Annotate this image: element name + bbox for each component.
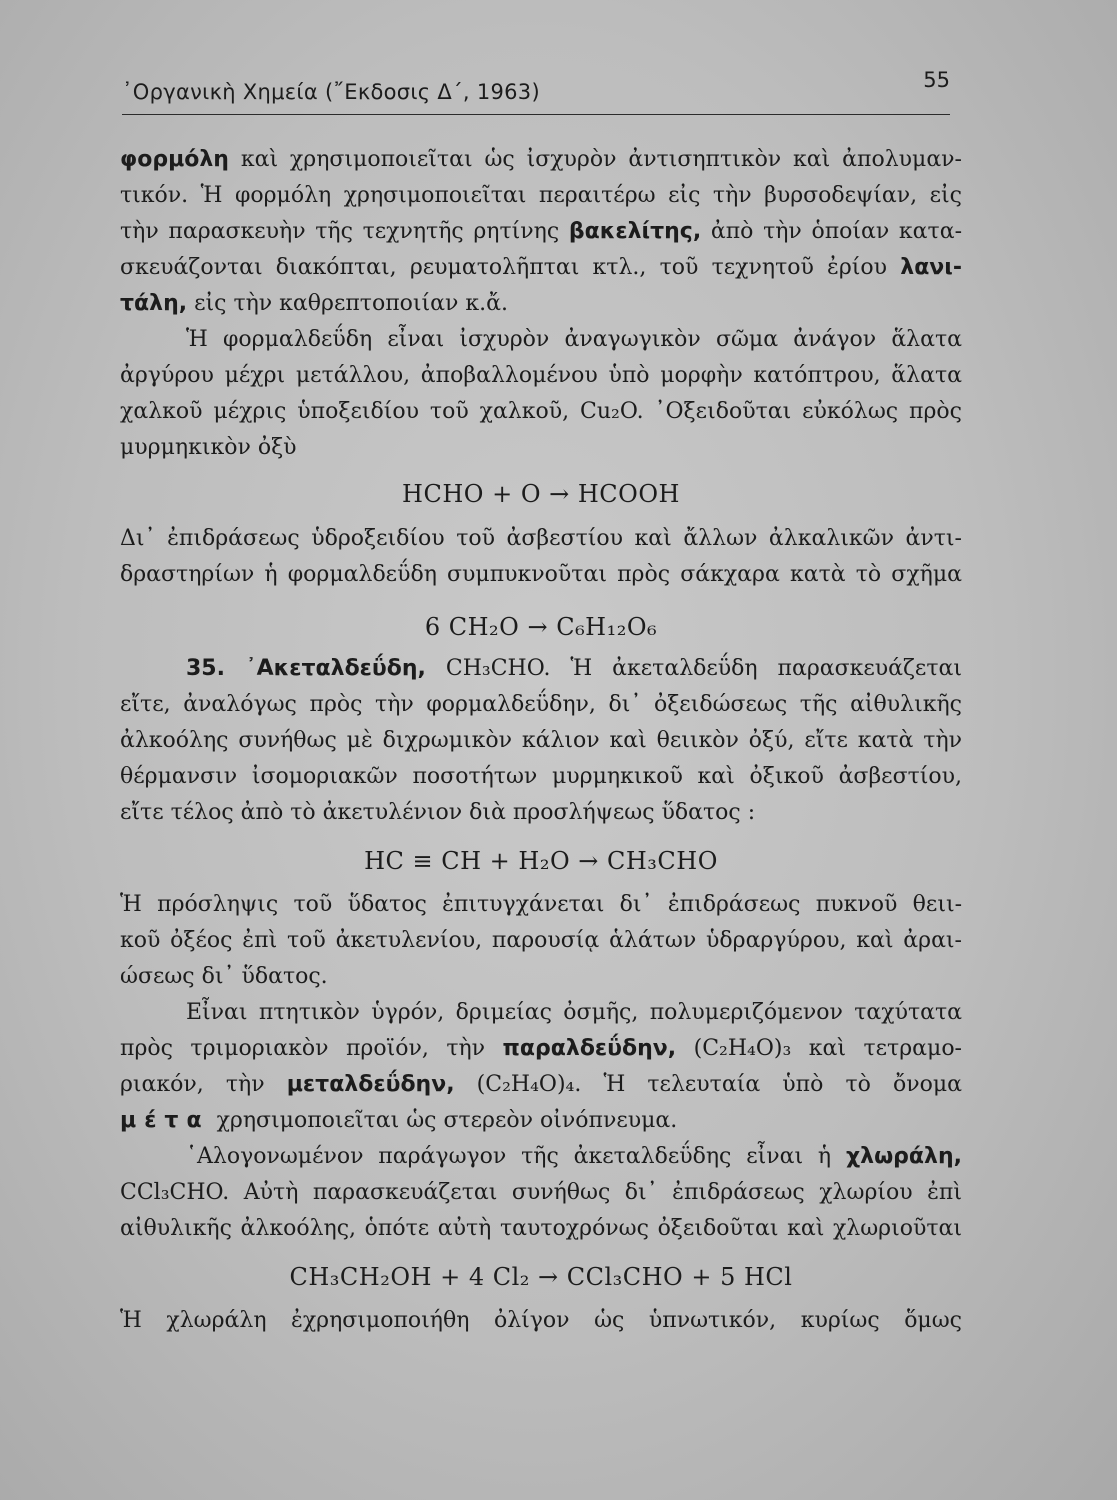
page-number: 55 xyxy=(923,68,950,92)
text-line: τάλη, εἰς τὴν καθρεπτοποιίαν κ.ἄ. xyxy=(120,291,508,316)
text-line: ώσεως δι᾿ ὕδατος. xyxy=(120,964,328,989)
paragraph-properties xyxy=(120,995,962,1139)
term-lanital: λανι- xyxy=(900,255,962,280)
text-line: ἀργύρου μέχρι μετάλλου, ἀποβαλλομένου ὑπὸ μορφὴν κατόπτρου, ἅλατα xyxy=(120,363,962,388)
text-line: χαλκοῦ μέχρις ὑποξειδίου τοῦ χαλκοῦ, Cu₂O. ᾿Οξειδοῦται εὐκόλως πρὸς xyxy=(120,399,962,424)
text-line: εἴτε τέλος ἀπὸ τὸ ἀκετυλένιον διὰ προσλήψεως ὕδατος : xyxy=(120,800,756,825)
paragraph-chloral xyxy=(120,1139,962,1247)
term-bakelite: βακελίτης, xyxy=(568,219,702,244)
section-heading-line: 35. ᾿Ακεταλδεΰδη, CH₃CHO. Ἡ ἀκεταλδεΰδη παρασκευάζεται xyxy=(186,656,962,681)
equation-chloral: CH₃CH₂OH + 4 Cl₂ → CCl₃CHO + 5 HCl xyxy=(289,1263,793,1291)
section-35-acetaldehyde xyxy=(120,651,962,831)
equation-hydration: HC ≡ CH + H₂O → CH₃CHO xyxy=(364,847,718,875)
paragraph-formol-uses xyxy=(120,142,962,322)
term-chloral: χλωράλη, xyxy=(845,1144,962,1169)
header-rule xyxy=(122,114,950,115)
text-line: Δι᾿ ἐπιδράσεως ὑδροξειδίου τοῦ ἀσβεστίου καὶ ἄλλων ἀλκαλικῶν ἀντι- xyxy=(120,526,962,551)
page-body xyxy=(120,142,962,1339)
section-number: 35. xyxy=(186,656,225,681)
paragraph-reducing-agent xyxy=(120,322,962,466)
text-line: σκευάζονται διακόπται, ρευματολῆπται κτλ., τοῦ τεχνητοῦ ἐρίου λανι- xyxy=(120,255,962,280)
term-paraldehyde: παραλδεΰδην, xyxy=(502,1036,677,1061)
text-line: αἰθυλικῆς ἀλκοόλης, ὁπότε αὐτὴ ταυτοχρόνως ὀξειδοῦται καὶ χλωριοῦται xyxy=(120,1216,962,1241)
text-line: Εἶναι πτητικὸν ὑγρόν, δριμείας ὀσμῆς, πολυμεριζόμενον ταχύτατα xyxy=(186,1000,962,1025)
term-formol: φορμόλη xyxy=(120,147,229,172)
term-metaldehyde: μεταλδεΰδην, xyxy=(286,1072,455,1097)
text-line: τικόν. Ἡ φορμόλη χρησιμοποιεῖται περαιτέρω εἰς τὴν βυρσοδεψίαν, εἰς xyxy=(120,183,962,208)
text-line: μυρμηκικὸν ὀξὺ xyxy=(120,435,297,460)
running-title: ᾿Οργανικὴ Χημεία (῎Εκδοσις Δ΄, 1963) xyxy=(122,80,540,104)
paragraph-condensation xyxy=(120,521,962,593)
text-line: εἴτε, ἀναλόγως πρὸς τὴν φορμαλδεΰδην, δι᾿ ὀξειδώσεως τῆς αἰθυλικῆς xyxy=(120,692,962,717)
section-title: ᾿Ακεταλδεΰδη, xyxy=(224,656,426,681)
paragraph-chloral-use xyxy=(120,1303,962,1339)
text-line: θέρμανσιν ἰσομοριακῶν ποσοτήτων μυρμηκικοῦ καὶ ὀξικοῦ ἀσβεστίου, xyxy=(120,764,962,789)
text-line: ῾Αλογονωμένον παράγωγον τῆς ἀκεταλδεΰδης εἶναι ἡ χλωράλη, xyxy=(186,1144,962,1169)
term-meta: μέτα xyxy=(120,1108,210,1133)
text-line: Ἡ φορμαλδεΰδη εἶναι ἰσχυρὸν ἀναγωγικὸν σῶμα ἀνάγον ἅλατα xyxy=(186,327,962,352)
text-line: ἀλκοόλης συνήθως μὲ διχρωμικὸν κάλιον καὶ θειικὸν ὀξύ, εἴτε κατὰ τὴν xyxy=(120,728,962,753)
equation-oxidation: HCHO + O → HCOOH xyxy=(402,480,680,508)
text-line: πρὸς τριμοριακὸν προϊόν, τὴν παραλδεΰδην, (C₂H₄O)₃ καὶ τετραμο- xyxy=(120,1036,962,1061)
text-line: μέτα χρησιμοποιεῖται ὡς στερεὸν οἰνόπνευμα. xyxy=(120,1108,678,1133)
text-line: Ἡ πρόσληψις τοῦ ὕδατος ἐπιτυγχάνεται δι᾿ ἐπιδράσεως πυκνοῦ θειι- xyxy=(120,892,962,917)
text-line: CCl₃CHO. Αὐτὴ παρασκευάζεται συνήθως δι᾿ ἐπιδράσεως χλωρίου ἐπὶ xyxy=(120,1180,962,1205)
equation-sugar: 6 CH₂O → C₆H₁₂O₆ xyxy=(424,613,658,641)
text-line: δραστηρίων ἡ φορμαλδεΰδη συμπυκνοῦται πρὸς σάκχαρα κατὰ τὸ σχῆμα xyxy=(120,562,962,587)
text-line: Ἡ χλωράλη ἐχρησιμοποιήθη ὀλίγον ὡς ὑπνωτικόν, κυρίως ὅμως xyxy=(120,1308,962,1333)
text-line: ριακόν, τὴν μεταλδεΰδην, (C₂H₄O)₄. Ἡ τελευταία ὑπὸ τὸ ὄνομα xyxy=(120,1072,962,1097)
paragraph-hydration xyxy=(120,887,962,995)
text-line: φορμόλη καὶ χρησιμοποιεῖται ὡς ἰσχυρὸν ἀντισηπτικὸν καὶ ἀπολυμαν- xyxy=(120,147,962,172)
text-line: κοῦ ὀξέος ἐπὶ τοῦ ἀκετυλενίου, παρουσίᾳ ἁλάτων ὑδραργύρου, καὶ ἀραι- xyxy=(120,928,962,953)
page-header xyxy=(122,66,952,112)
term-lanital-end: τάλη, xyxy=(120,291,188,316)
text-line: τὴν παρασκευὴν τῆς τεχνητῆς ρητίνης βακελίτης, ἀπὸ τὴν ὁποίαν κατα- xyxy=(120,219,962,244)
